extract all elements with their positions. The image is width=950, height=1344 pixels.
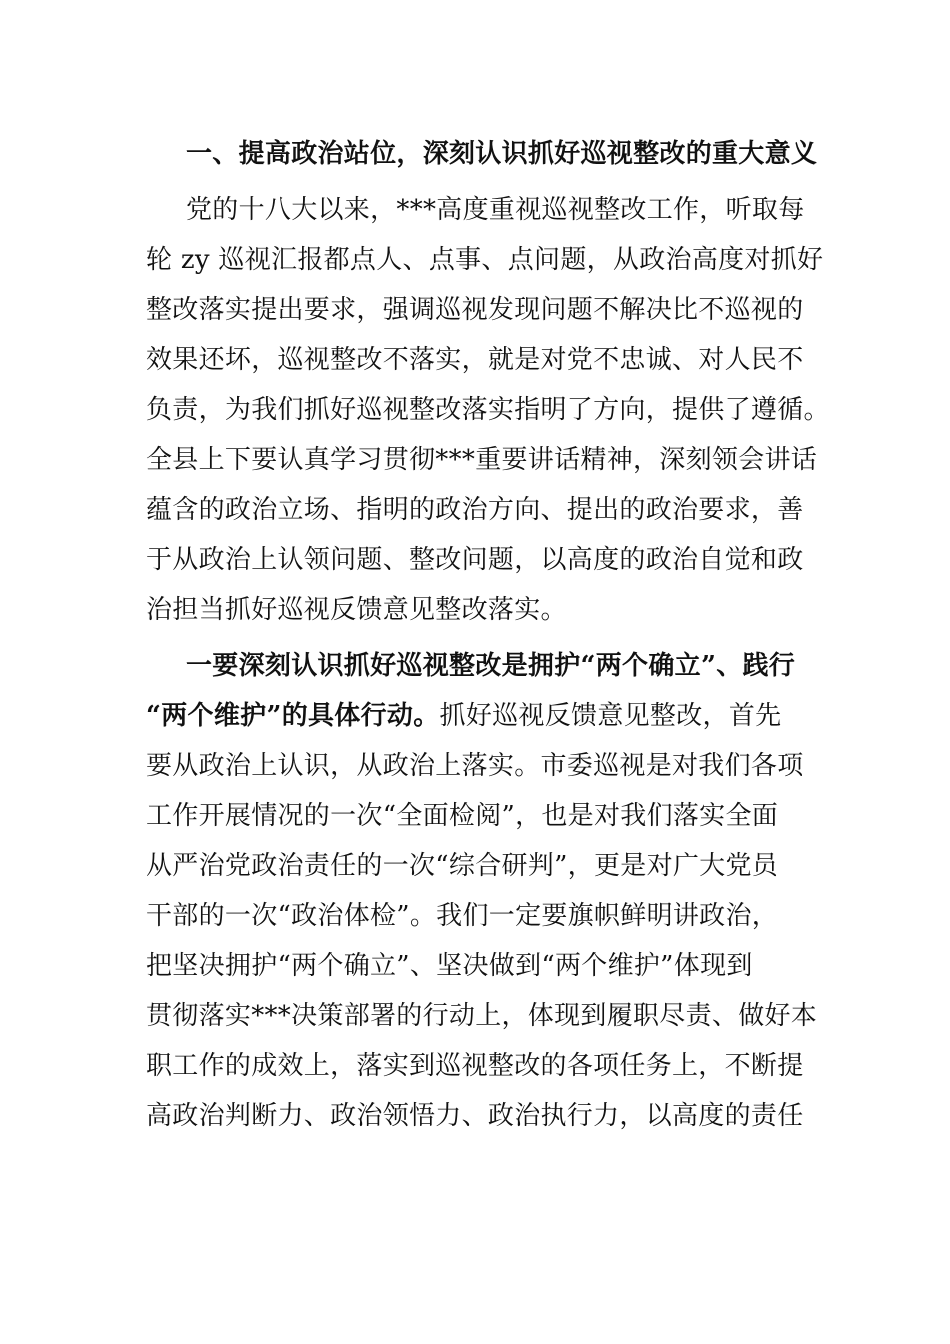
paragraph-line: 职工作的成效上，落实到巡视整改的各项任务上，不断提 xyxy=(146,1051,804,1081)
paragraph-line: 蕴含的政治立场、指明的政治方向、提出的政治要求，善 xyxy=(146,495,804,525)
paragraph-lead-line: 一要深刻认识抓好巡视整改是拥护“两个确立”、践行 xyxy=(186,651,796,681)
paragraph-line: 治担当抓好巡视反馈意见整改落实。 xyxy=(146,595,567,625)
paragraph-line: 轮 zy 巡视汇报都点人、点事、点问题，从政治高度对抓好 xyxy=(146,245,824,275)
paragraph-line: 全县上下要认真学习贯彻***重要讲话精神，深刻领会讲话 xyxy=(146,445,818,475)
paragraph-line: 贯彻落实***决策部署的行动上，体现到履职尽责、做好本 xyxy=(146,1001,818,1031)
paragraph-line xyxy=(146,696,806,736)
paragraph-line: 党的十八大以来，***高度重视巡视整改工作，听取每 xyxy=(186,195,805,225)
paragraph-line: 整改落实提出要求，强调巡视发现问题不解决比不巡视的 xyxy=(146,295,804,325)
paragraph-line: 高政治判断力、政治领悟力、政治执行力，以高度的责任 xyxy=(146,1101,804,1131)
paragraph-line: 于从政治上认领问题、整改问题，以高度的政治自觉和政 xyxy=(146,545,804,575)
paragraph-line: 干部的一次“政治体检”。我们一定要旗帜鲜明讲政治， xyxy=(146,901,779,931)
section-heading: 一、提高政治站位，深刻认识抓好巡视整改的重大意义 xyxy=(186,139,818,169)
paragraph-text: 抓好巡视反馈意见整改，首先 xyxy=(439,701,782,731)
bold-lead-text: “两个维护”的具体行动。 xyxy=(146,701,440,731)
paragraph-line: 效果还坏，巡视整改不落实，就是对党不忠诚、对人民不 xyxy=(146,345,804,375)
paragraph-line: 要从政治上认识，从政治上落实。市委巡视是对我们各项 xyxy=(146,751,804,781)
paragraph-line: 把坚决拥护“两个确立”、坚决做到“两个维护”体现到 xyxy=(146,951,753,981)
paragraph-line: 工作开展情况的一次“全面检阅”，也是对我们落实全面 xyxy=(146,801,779,831)
paragraph-line: 负责，为我们抓好巡视整改落实指明了方向，提供了遵循。 xyxy=(146,395,830,425)
paragraph-line: 从严治党政治责任的一次“综合研判”，更是对广大党员 xyxy=(146,851,779,881)
